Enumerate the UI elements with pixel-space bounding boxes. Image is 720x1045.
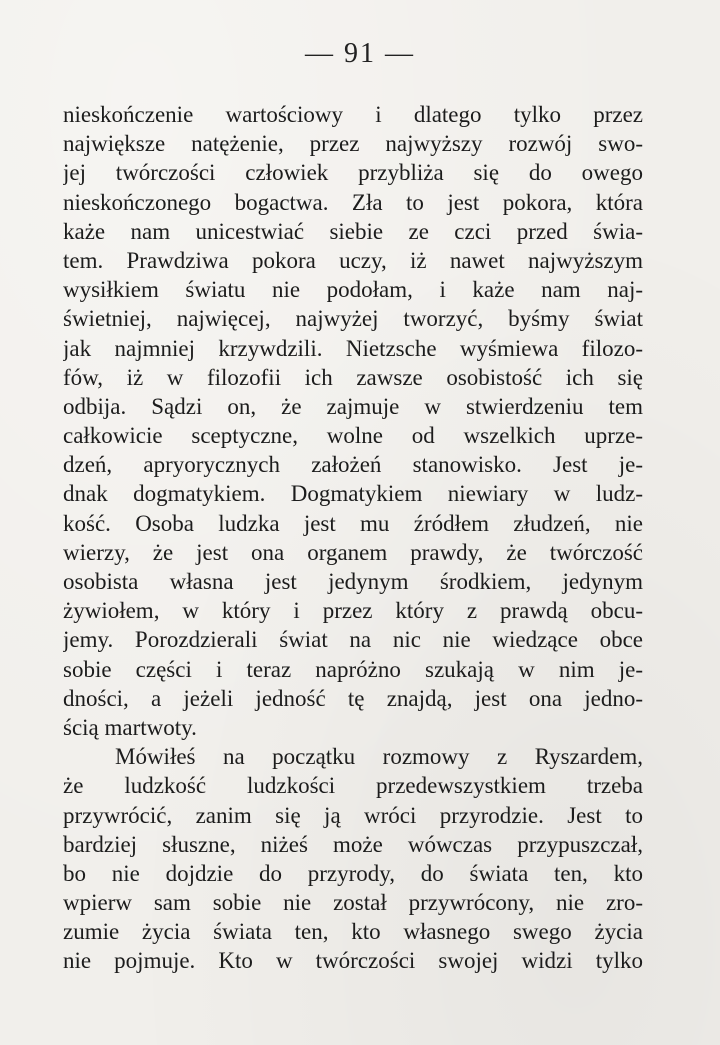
text-line: żywiołem, w który i przez który z prawdą obcu- [63,598,643,624]
text-line: kość. Osoba ludzka jest mu źródłem złudzeń, nie [63,510,643,536]
text-line: wierzy, że jest ona organem prawdy, że twórczość [63,539,643,565]
text-line: jak najmniej krzywdzili. Nietzsche wyśmiewa filozo- [63,335,643,361]
text-line: osobista własna jest jedynym środkiem, jedynym [63,569,643,594]
text-line: tem. Prawdziwa pokora uczy, iż nawet najwyższym [63,247,643,273]
text-line: wpierw sam sobie nie został przywrócony, nie zro- [63,890,643,916]
text-line: odbija. Sądzi on, że zajmuje w stwierdzeniu tem [63,393,643,419]
text-line: nieskończonego bogactwa. Zła to jest pokora, która [63,189,643,215]
text-line: bardziej słuszne, niżeś może wówczas przypuszczał, [63,831,643,857]
paragraph-end-line: ścią martwoty. [63,714,197,740]
text-line: świetniej, najwięcej, najwyżej tworzyć, byśmy świat [63,306,643,332]
text-line: dności, a jeżeli jedność tę znajdą, jest ona jedno- [63,685,643,711]
page-number: — 91 — [305,38,415,69]
text-line: każe nam unicestwiać siebie ze czci przed świa- [63,218,643,244]
text-line: jemy. Porozdzierali świat na nic nie wiedzące obce [63,627,643,653]
text-line: fów, iż w filozofii ich zawsze osobistość ich się [63,364,643,390]
text-line: całkowicie sceptyczne, wolne od wszelkich uprze- [63,423,643,449]
text-line: dzeń, apryorycznych założeń stanowisko. Jest je- [63,452,643,478]
text-line: zumie życia świata ten, kto własnego swego życia [63,919,643,945]
body-text [63,100,643,976]
text-line: nie pojmuje. Kto w twórczości swojej widzi tylko [63,948,643,974]
text-line: bo nie dojdzie do przyrody, do świata ten, kto [63,860,643,886]
text-line: jej twórczości człowiek przybliża się do owego [63,160,643,186]
text-line: dnak dogmatykiem. Dogmatykiem niewiary w ludz- [63,481,643,507]
text-line: największe natężenie, przez najwyższy rozwój swo- [63,131,643,157]
text-line: sobie części i teraz napróżno szukają w nim je- [63,656,643,682]
text-line: nieskończenie wartościowy i dlatego tylko przez [63,102,643,127]
text-line: że ludzkość ludzkości przedewszystkiem trzeba [63,773,643,799]
text-line: przywrócić, zanim się ją wróci przyrodzie. Jest to [63,802,643,828]
paragraph-start-line: Mówiłeś na początku rozmowy z Ryszardem, [115,744,643,770]
text-line: wysiłkiem światu nie podołam, i każe nam naj- [63,277,643,303]
